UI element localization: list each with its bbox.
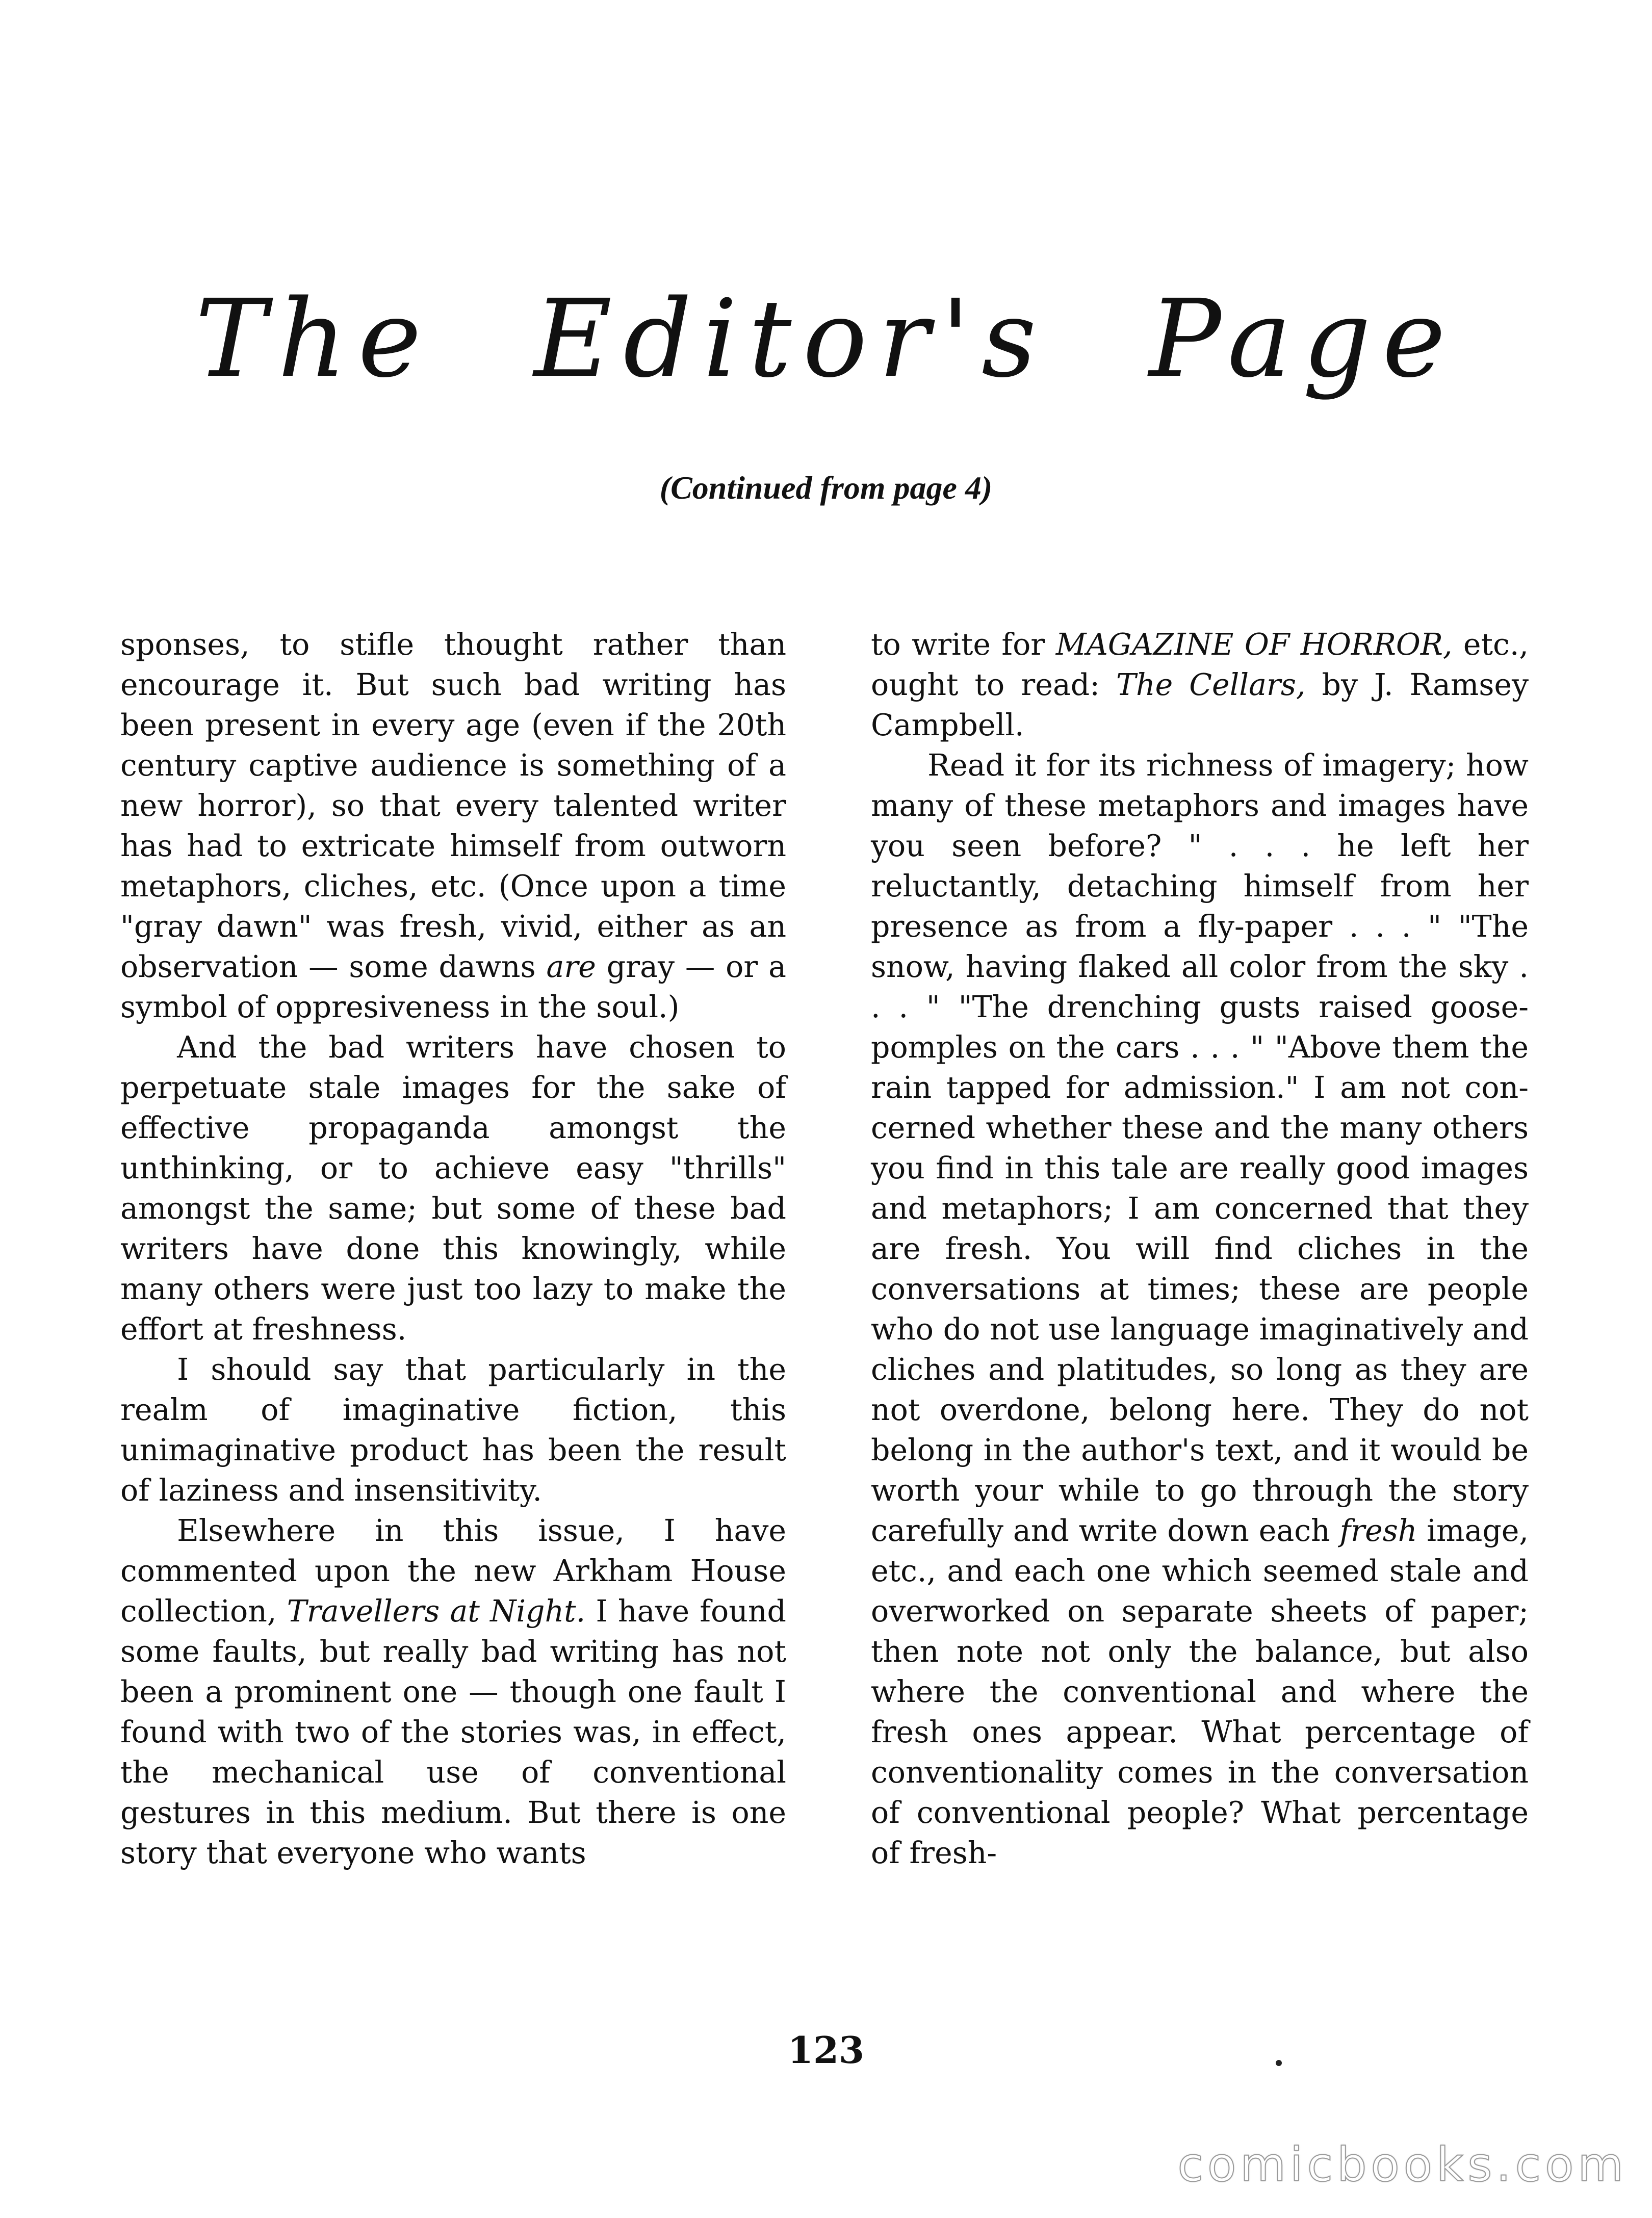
right-p1-mid: etc., ought to read: [871,627,1529,702]
left-paragraph-2: And the bad writers have chosen to perpetuate stale images for the sake of effective propaganda amongst the unthinking, or to achieve easy "thrills" amongst the same; but some of these bad writers have done this knowingly, while many others were just too lazy to make the effort at freshness. [120,1030,786,1347]
left-p1-end: gray — or a symbol of oppresiveness in the soul.) [120,949,786,1024]
right-p1-end: by J. Ramsey Campbell. [871,667,1529,742]
watermark: comicbooks.com [1177,2137,1628,2192]
right-column [871,625,1529,1873]
right-paragraph-1 [871,625,1529,745]
print-speck [1276,2060,1282,2066]
right-p2-end: image, etc., and each one which seemed stale and overworked on separate sheets of paper; then note not only the balance, but also where the conventional and where the fresh ones appear. What percentage of conventionality comes in the conversation of conventional people? What percentage of fresh- [871,1513,1529,1870]
story-title: The Cellars, [1116,667,1306,702]
left-p1-emphasis: are [546,949,596,984]
page-title: The Editor's Page [195,276,1457,401]
right-p2-emphasis: fresh [1339,1513,1417,1548]
magazine-title: MAGAZINE OF HORROR, [1055,627,1453,662]
left-p1-text: sponses, to stifle thought rather than encourage it. But such bad writing has been present in every age (even if the 20th century captive audience is something of a new horror), so that every talented writer has had to extricate himself from outworn metaphors, cliches, etc. (Once upon a time "gray dawn" was fresh, vivid, either as an observation — some dawns [120,627,786,984]
left-paragraph-1 [120,625,786,1027]
left-column [120,625,786,1873]
book-title: Travellers at Night. [287,1594,586,1629]
right-p1-start: to write for [871,627,1056,662]
left-p4-end: I have found some faults, but really bad writing has not been a prominent one — though one fault I found with two of the stories was, in effect, the mechanical use of conventional gestures in this medium. But there is one story that everyone who wants [120,1594,786,1870]
page-number: 123 [787,2028,865,2072]
right-p2-text: Read it for its richness of imagery; how many of these metaphors and images have you seen before? " . . . he left her reluctantly, detaching himself from her presence as from a fly-paper . . . " "The snow, having flaked all color from the sky . . . " "The drenching gusts raised goose-pomples on the cars . . . " "Above them the rain tapped for admission." I am not concerned whether these and the many others you find in this tale are really good images and metaphors; I am concerned that they are fresh. You will find cliches in the conversations at times; these are people who do not use language imaginatively and cliches and platitudes, so long as they are not overdone, belong here. They do not belong in the author's text, and it would be worth your while to go through the story carefully and write down each [871,748,1529,1548]
left-paragraph-3: I should say that particularly in the realm of imaginative fiction, this unimaginative product has been the result of laziness and insensitivity. [120,1352,786,1508]
left-p4-start: Elsewhere in this issue, I have commented upon the new Arkham House collection, [120,1513,786,1629]
left-paragraph-4 [120,1511,786,1873]
right-paragraph-2 [871,745,1529,1873]
continued-note: (Continued from page 4) [659,470,993,506]
